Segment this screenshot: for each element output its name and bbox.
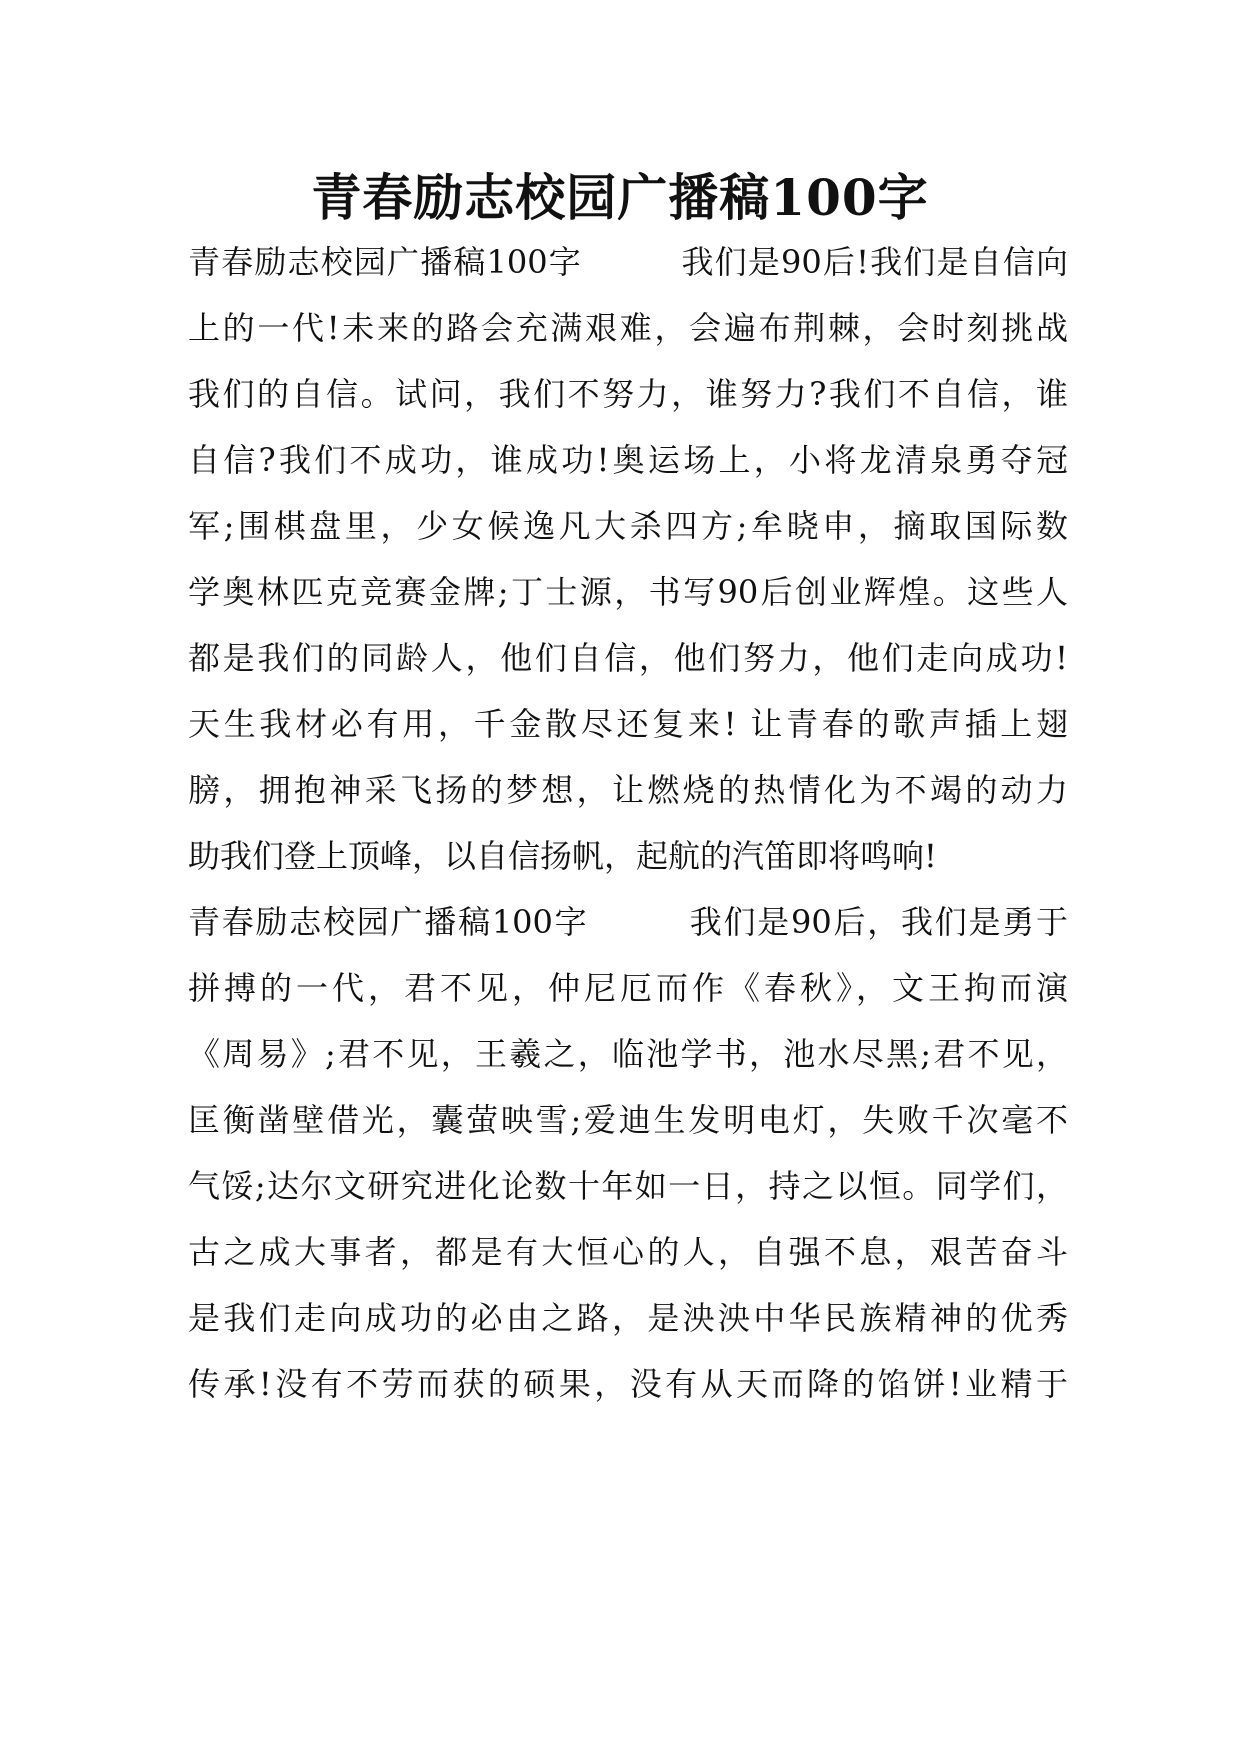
paragraph-line: 助我们登上顶峰，以自信扬帆，起航的汽笛即将鸣响!	[188, 837, 937, 875]
paragraph-line: 《周易》;君不见，王羲之，临池学书，池水尽黑;君不见，	[188, 1035, 1068, 1073]
paragraph-line: 膀，拥抱神采飞扬的梦想，让燃烧的热情化为不竭的动力	[188, 771, 1068, 809]
paragraph-line: 拼搏的一代，君不见，仲尼厄而作《春秋》，文王拘而演	[188, 969, 1068, 1007]
paragraph-line: 青春励志校园广播稿100字 我们是90后!我们是自信向	[188, 243, 1068, 281]
paragraph-line: 青春励志校园广播稿100字 我们是90后，我们是勇于	[188, 903, 1068, 941]
paragraph-line: 天生我材必有用，千金散尽还复来! 让青春的歌声插上翅	[188, 705, 1068, 743]
paragraph-line: 自信?我们不成功，谁成功!奥运场上，小将龙清泉勇夺冠	[188, 441, 1068, 479]
paragraph-line: 古之成大事者，都是有大恒心的人，自强不息，艰苦奋斗	[188, 1233, 1068, 1271]
document-title: 青春励志校园广播稿100字	[311, 168, 929, 227]
paragraph-line: 我们的自信。试问，我们不努力，谁努力?我们不自信，谁	[188, 375, 1068, 413]
paragraph-line: 学奥林匹克竞赛金牌;丁士源，书写90后创业辉煌。这些人	[188, 573, 1068, 611]
paragraph-line: 都是我们的同龄人，他们自信，他们努力，他们走向成功!	[188, 639, 1068, 677]
paragraph-line: 上的一代!未来的路会充满艰难，会遍布荆棘，会时刻挑战	[188, 309, 1068, 347]
paragraph-line: 传承!没有不劳而获的硕果，没有从天而降的馅饼!业精于	[188, 1365, 1068, 1403]
paragraph-line: 是我们走向成功的必由之路，是泱泱中华民族精神的优秀	[188, 1299, 1068, 1337]
paragraph-line: 军;围棋盘里，少女候逸凡大杀四方;牟晓申，摘取国际数	[188, 507, 1068, 545]
paragraph-line: 匡衡凿壁借光，囊萤映雪;爱迪生发明电灯，失败千次毫不	[188, 1101, 1068, 1139]
paragraph-line: 气馁;达尔文研究进化论数十年如一日，持之以恒。同学们，	[188, 1167, 1068, 1205]
